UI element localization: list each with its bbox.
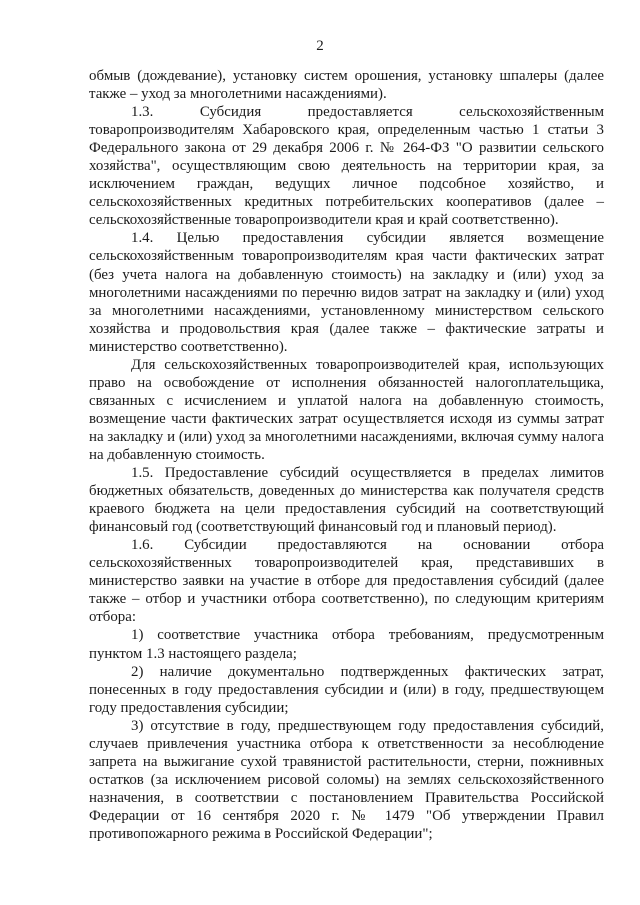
paragraph-1-6: 1.6. Субсидии предоставляются на основании отбора сельскохозяйственных товаропроизводителей края, представивших в министерство заявки на участие в отборе для предоставления субсидий (далее также – отбор и участники отбора соответственно), по следующим критериям отбора:: [89, 537, 604, 626]
paragraph-1-5: 1.5. Предоставление субсидий осуществляется в пределах лимитов бюджетных обязательств, доведенных до министерства как получателя средств краевого бюджета на цели предоставления субсидий на соответствующий финансовый год (соответствующий финансовый год и плановый период).: [89, 465, 604, 536]
page-number: 2: [316, 38, 324, 54]
criterion-1: 1) соответствие участника отбора требованиям, предусмотренным пунктом 1.3 настоящего раздела;: [89, 627, 604, 662]
paragraph-1-4: 1.4. Целью предоставления субсидии является возмещение сельскохозяйственным товаропроизводителям края части фактических затрат (без учета налога на добавленную стоимость) на закладку и (или) уход за многолетними насаждениями по перечню видов затрат на закладку и (или) уход за многолетними насаждениями, установленному министерством сельского хозяйства и продовольствия края (далее также – фактические затраты и министерство соответственно).: [89, 230, 604, 355]
document-body: [89, 67, 604, 843]
paragraph-vat-exemption: Для сельскохозяйственных товаропроизводителей края, использующих право на освобождение от исполнения обязанностей налогоплательщика, связанных с исчислением и уплатой налога на добавленную стоимость, возмещение части фактических затрат осуществляется исходя из суммы затрат на закладку и (или) уход за многолетними насаждениями, включая сумму налога на добавленную стоимость.: [89, 356, 604, 463]
paragraph-1-3: 1.3. Субсидия предоставляется сельскохозяйственным товаропроизводителям Хабаровского края, определенным частью 1 статьи 3 Федерального закона от 29 декабря 2006 г. № 264-ФЗ "О развитии сельского хозяйства", осуществляющим свою деятельность на территории края, за исключением граждан, ведущих личное подсобное хозяйство, и сельскохозяйственных кредитных потребительских кооперативов (далее – сельскохозяйственные товаропроизводители края и край соответственно).: [89, 104, 604, 229]
criterion-3: 3) отсутствие в году, предшествующем году предоставления субсидий, случаев привлечения участника отбора к ответственности за несоблюдение запрета на выжигание сухой травянистой растительности, стерни, пожнивных остатков (за исключением рисовой соломы) на землях сельскохозяйственного назначения, в соответствии с постановлением Правительства Российской Федерации от 16 сентября 2020 г. № 1479 "Об утверждении Правил противопожарного режима в Российской Федерации";: [89, 717, 604, 842]
paragraph-continuation: обмыв (дождевание), установку систем орошения, установку шпалеры (далее также – уход за многолетними насаждениями).: [89, 68, 604, 103]
criterion-2: 2) наличие документально подтвержденных фактических затрат, понесенных в году предоставления субсидии и (или) в году, предшествующем году предоставления субсидии;: [89, 663, 604, 716]
